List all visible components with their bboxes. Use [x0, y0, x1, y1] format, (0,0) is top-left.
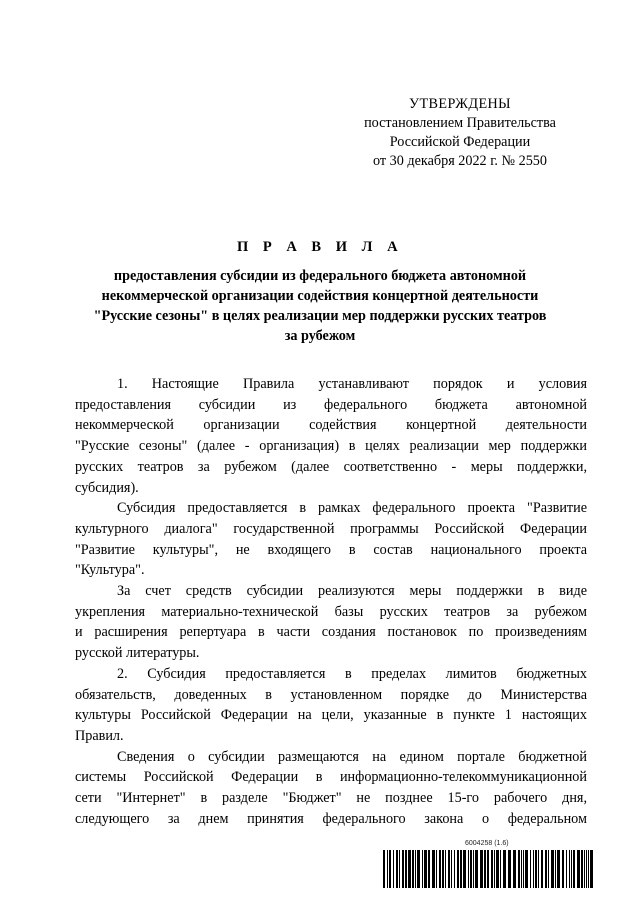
approval-block: [340, 95, 580, 171]
barcode-bar: [473, 850, 474, 888]
subtitle-line: некоммерческой организации содействия концертной деятельности: [101, 288, 539, 304]
barcode-bar: [571, 850, 572, 888]
barcode-bar: [551, 850, 554, 888]
text-line: сети "Интернет" в разделе "Бюджет" не позднее 15-го рабочего дня,: [75, 790, 587, 807]
barcode-bar: [428, 850, 430, 888]
barcode-bar: [496, 850, 499, 888]
barcode-bar: [408, 850, 411, 888]
approval-line-3: Российской Федерации: [389, 134, 531, 150]
barcode-bar: [491, 850, 493, 888]
barcode-bar: [538, 850, 539, 888]
barcode-bar: [439, 850, 441, 888]
barcode-bar: [581, 850, 583, 888]
barcode-bar: [399, 850, 400, 888]
document-body: [75, 374, 587, 829]
barcode-bar: [436, 850, 437, 888]
barcode-bar: [387, 850, 388, 888]
barcode-bar: [484, 850, 486, 888]
subtitle-line: предоставления субсидии из федерального бюджета автономной: [113, 268, 527, 284]
barcode-bar: [468, 850, 469, 888]
document-subtitle: [60, 266, 580, 346]
paragraph-5: [75, 747, 587, 830]
text-line: "Культура".: [75, 562, 145, 579]
barcode-bar: [412, 850, 414, 888]
text-line: 2. Субсидия предоставляется в пределах лимитов бюджетных: [117, 665, 587, 682]
text-line: культурного диалога" государственной программы Российской Федерации: [75, 520, 587, 537]
barcode-bar: [545, 850, 547, 888]
barcode-bar: [562, 850, 564, 888]
text-line: предоставления субсидии из федерального бюджета автономной: [75, 396, 587, 413]
barcode-bar: [525, 850, 528, 888]
barcode-bar: [584, 850, 585, 888]
barcode-bar: [533, 850, 534, 888]
barcode-bar: [470, 850, 472, 888]
barcode-bar: [475, 850, 478, 888]
barcode-bar: [448, 850, 450, 888]
text-line: и расширения репертуара в части создания постановок по произведениям: [75, 624, 587, 641]
barcode-bar: [588, 850, 589, 888]
text-line: русской литературы.: [75, 645, 200, 662]
text-line: Сведения о субсидии размещаются на едином портале бюджетной: [117, 748, 587, 765]
barcode-bar: [383, 850, 385, 888]
barcode-bar: [445, 850, 446, 888]
subtitle-line: "Русские сезоны" в целях реализации мер поддержки русских театров: [93, 308, 547, 324]
barcode-bar: [432, 850, 435, 888]
barcode-bar: [500, 850, 501, 888]
text-line: "Русские сезоны" (далее - организация) в целях реализации мер поддержки: [75, 438, 587, 455]
paragraph-2: [75, 498, 587, 581]
approval-date-number: от 30 декабря 2022 г. № 2550: [373, 153, 547, 169]
barcode-bar: [535, 850, 537, 888]
barcode-bar: [590, 850, 593, 888]
barcode-bar: [454, 850, 455, 888]
text-line: субсидия).: [75, 479, 139, 496]
text-line: культуры Российской Федерации на цели, указанные в пункте 1 настоящих: [75, 707, 587, 724]
text-line: некоммерческой организации содействия концертной деятельности: [75, 417, 587, 434]
barcode-bar: [417, 850, 420, 888]
text-line: системы Российской Федерации в информационно-телекоммуникационной: [75, 769, 587, 786]
barcode-bar: [396, 850, 398, 888]
barcode-bar: [405, 850, 407, 888]
text-line: следующего за днем принятия федерального закона о федеральном: [75, 810, 587, 827]
barcode-icon: [383, 850, 593, 888]
barcode-bar: [487, 850, 489, 888]
barcode-bar: [586, 850, 587, 888]
barcode-bar: [541, 850, 543, 888]
barcode-bar: [422, 850, 423, 888]
barcode-bar: [521, 850, 522, 888]
barcode-bar: [480, 850, 483, 888]
barcode-bar: [415, 850, 416, 888]
text-line: "Развитие культуры", не входящего в состав национального проекта: [75, 541, 587, 558]
text-line: укрепления материально-технической базы русских театров за рубежом: [75, 603, 587, 620]
barcode-bar: [577, 850, 580, 888]
barcode-bar: [393, 850, 394, 888]
paragraph-4: [75, 664, 587, 747]
barcode-area: [383, 840, 593, 890]
barcode-bar: [389, 850, 391, 888]
barcode-bar: [523, 850, 524, 888]
barcode-bar: [518, 850, 520, 888]
barcode-bar: [402, 850, 404, 888]
barcode-bar: [424, 850, 427, 888]
barcode-bar: [460, 850, 462, 888]
barcode-bar: [442, 850, 444, 888]
barcode-bar: [463, 850, 466, 888]
barcode-bar: [503, 850, 506, 888]
barcode-bar: [548, 850, 549, 888]
barcode-bar: [508, 850, 511, 888]
paragraph-3: [75, 581, 587, 664]
barcode-bar: [555, 850, 556, 888]
text-line: 1. Настоящие Правила устанавливают порядок и условия: [117, 376, 587, 392]
barcode-bar: [573, 850, 575, 888]
barcode-bar: [530, 850, 531, 888]
barcode-bar: [513, 850, 516, 888]
barcode-bar: [494, 850, 495, 888]
barcode-bar: [557, 850, 560, 888]
subtitle-line: за рубежом: [284, 328, 356, 344]
text-line: За счет средств субсидии реализуются меры поддержки в виде: [117, 583, 587, 600]
text-line: Правил.: [75, 727, 124, 744]
text-line: обязательств, доведенных в установленном порядке до Министерства: [75, 686, 587, 703]
text-line: русских театров за рубежом (далее соответственно - меры поддержки,: [75, 458, 587, 475]
approval-heading: УТВЕРЖДЕНЫ: [409, 96, 511, 112]
barcode-bar: [457, 850, 459, 888]
document-title: П Р А В И Л А: [236, 239, 404, 255]
barcode-bar: [566, 850, 567, 888]
barcode-bar: [451, 850, 452, 888]
paragraph-1: [75, 374, 587, 498]
approval-line-2: постановлением Правительства: [364, 115, 556, 131]
barcode-bar: [569, 850, 570, 888]
text-line: Субсидия предоставляется в рамках федерального проекта "Развитие: [117, 500, 587, 517]
barcode-label: 6004258 (1.6): [465, 840, 509, 847]
